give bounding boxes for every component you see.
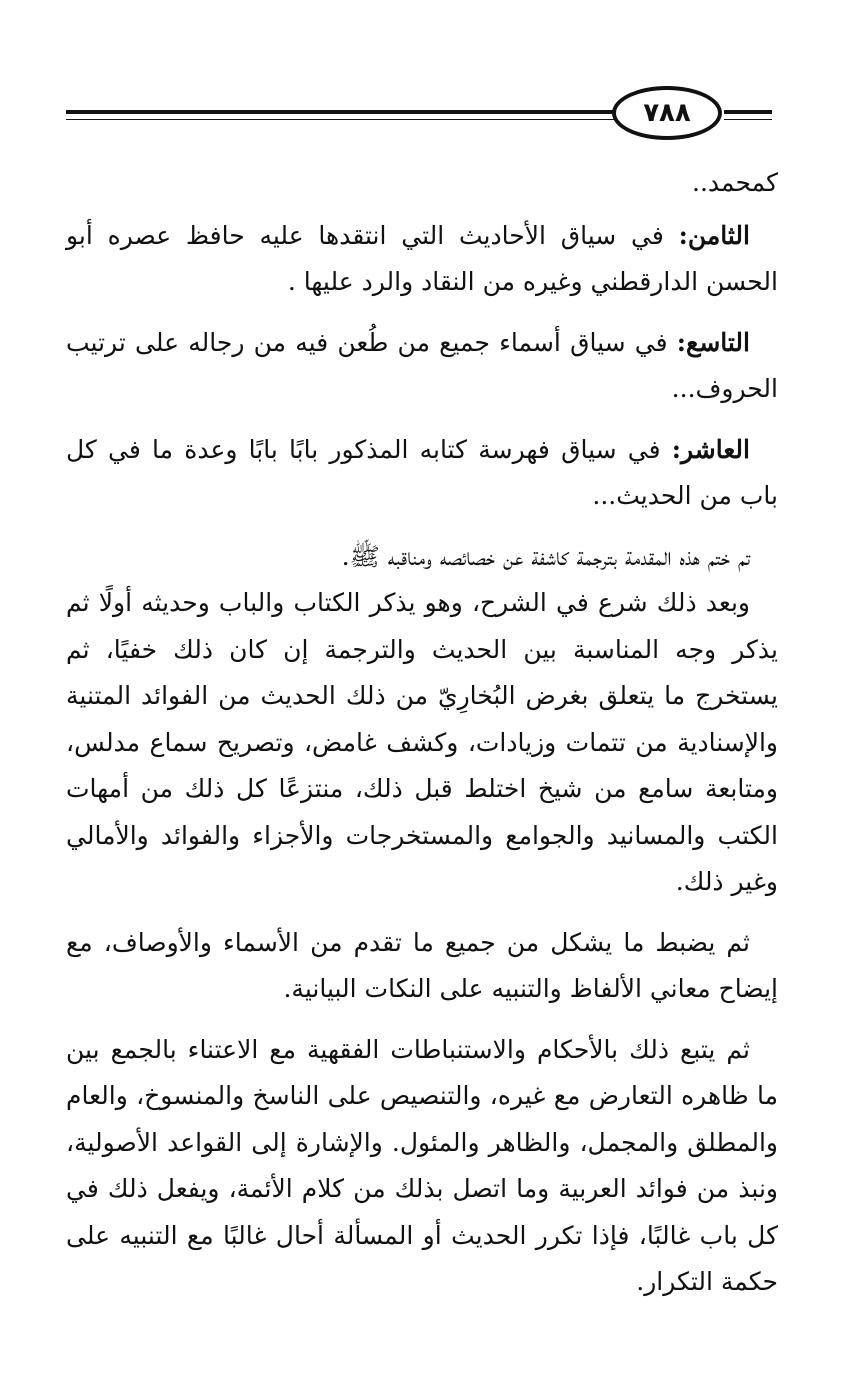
paragraph [66,534,778,581]
header-rule-right [724,110,772,120]
paragraph-text: ثم يضبط ما يشكل من جميع ما تقدم من الأسماء والأوصاف، مع إيضاح معاني الألفاظ والتنبيه على النكات البيانية. [66,927,778,1003]
page-number: ٧٨٨ [643,98,691,128]
paragraph-text: ثم يتبع ذلك بالأحكام والاستنباطات الفقهية مع الاعتناء بالجمع بين ما ظاهره التعارض مع غيره، والتنصيص على الناسخ والمنسوخ، والعام والمطلق والمجمل، والظاهر والمئول. والإشارة إلى القواعد الأصولية، ونبذ من فوائد العربية وما اتصل بذلك من كلام الأئمة، ويفعل ذلك في كل باب غالبًا، فإذا تكرر الحديث أو المسألة أحال غالبًا مع التنبيه على حكمة التكرار. [66,1034,778,1296]
paragraph [66,580,778,906]
paragraph-text: في سياق أسماء جميع من طُعن فيه من رجاله على ترتيب الحروف... [66,327,778,403]
paragraph [66,160,778,207]
paragraph-lead: العاشر: [671,434,750,464]
paragraph-text: في سياق الأحاديث التي انتقدها عليه حافظ عصره أبو الحسن الدارقطني وغيره من النقاد والرد عليها . [66,220,778,296]
paragraph-text: وبعد ذلك شرع في الشرح، وهو يذكر الكتاب والباب وحديثه أولًا ثم يذكر وجه المناسبة بين الحديث والترجمة إن كان ذلك خفيًا، ثم يستخرج ما يتعلق بغرض البُخارِيّ من ذلك الحديث من الفوائد المتنية والإسنادية من تتمات وزيادات، وكشف غامض، وتصريح سماع مدلس، ومتابعة سامع من شيخ اختلط قبل ذلك، منتزعًا كل ذلك من أمهات الكتب والمسانيد والجوامع والمستخرجات والأجزاء والفوائد والأمالي وغير ذلك. [66,588,778,896]
header-rule-left [66,110,614,120]
paragraph-text: في سياق فهرسة كتابه المذكور بابًا بابًا وعدة ما في كل باب من الحديث... [66,434,778,510]
page-header [66,86,772,142]
paragraph-text: كمحمد.. [692,168,778,197]
page-number-badge [612,86,722,140]
body-text [66,160,778,1306]
paragraph [66,213,778,306]
paragraph [66,320,778,413]
paragraph-lead: التاسع: [676,327,750,357]
paragraph [66,1027,778,1306]
paragraph-lead: الثامن: [678,220,750,250]
paragraph [66,427,778,520]
paragraph-text: تم ختم هذه المقدمة بترجمة كاشفة عن خصائصه ومناقبه ﷺ. [341,541,750,571]
paragraph [66,920,778,1013]
